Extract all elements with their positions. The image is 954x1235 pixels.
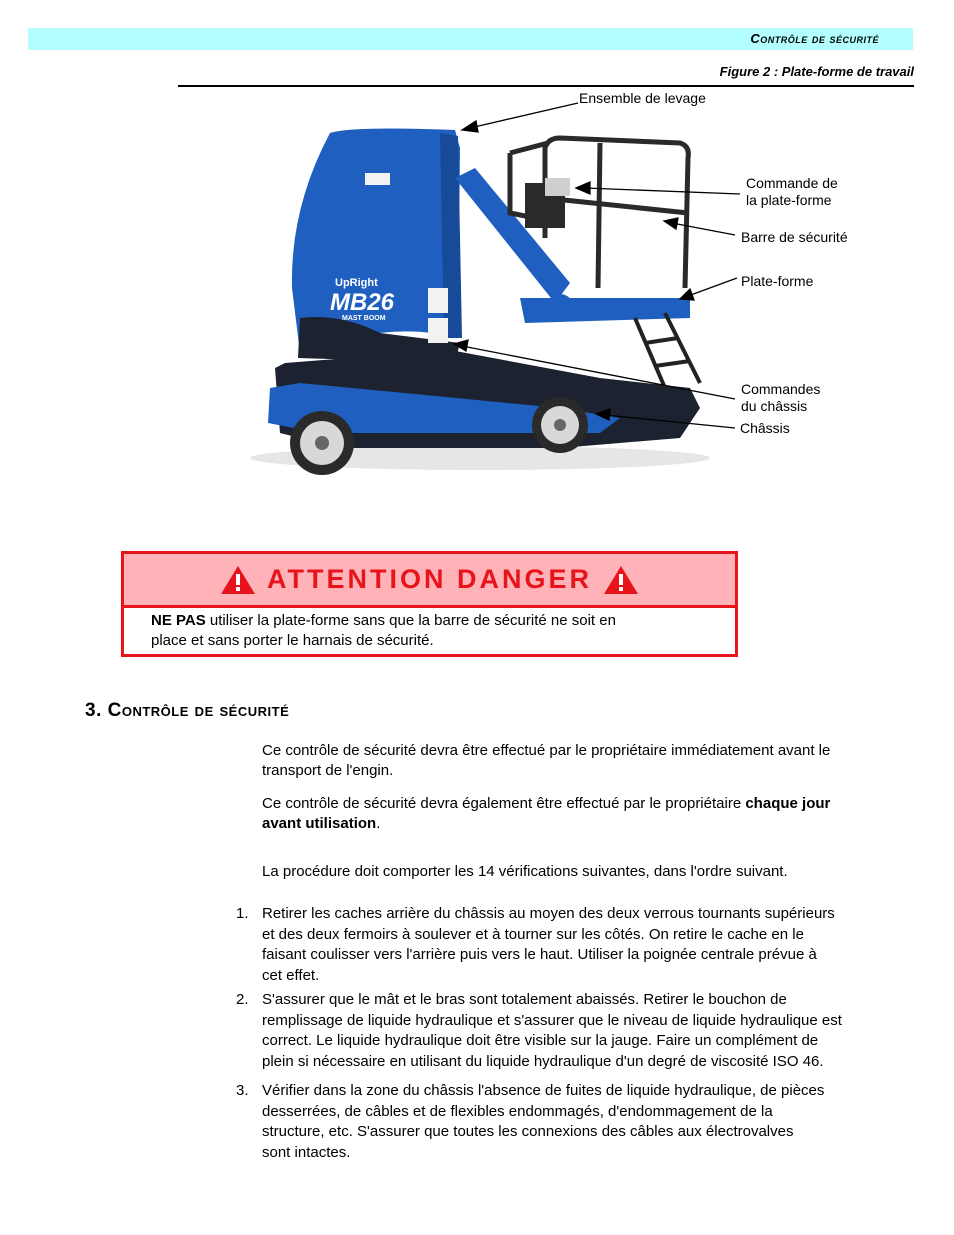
callout-chassis: Châssis <box>740 420 790 436</box>
paragraph-2-line2-bold: avant utilisation <box>262 815 377 832</box>
paragraph-2-line1-text: Ce contrôle de sécurité devra également être effectué par le propriétaire <box>262 795 746 812</box>
machine-model-label: MB26 <box>330 289 395 316</box>
figure-caption: Figure 2 : Plate-forme de travail <box>719 64 914 79</box>
list-item-text <box>262 904 912 986</box>
danger-body <box>124 608 735 651</box>
list-item-line: structure, etc. S'assurer que toutes les connexions des câbles aux électrovalves <box>262 1123 794 1140</box>
figure-rule <box>178 85 914 87</box>
rear-wheel <box>290 411 354 475</box>
danger-notice <box>121 551 738 657</box>
paragraph-1-line2: transport de l'engin. <box>262 762 394 779</box>
front-wheel <box>532 397 588 453</box>
list-item-line: Vérifier dans la zone du châssis l'absence de fuites de liquide hydraulique, de pièces <box>262 1082 825 1099</box>
warning-triangle-icon <box>219 564 257 596</box>
figure-work-platform <box>0 88 954 508</box>
section-title: 3. Contrôle de sécurité <box>85 700 290 721</box>
danger-body-line1: utiliser la plate-forme sans que la barre de sécurité ne soit en <box>205 612 616 629</box>
paragraph-2-line2-text: . <box>376 815 381 832</box>
danger-header <box>124 554 735 608</box>
list-item-number: 2. <box>236 991 249 1008</box>
callout-commande-plateforme-line1: Commande de <box>746 175 838 191</box>
list-item-number: 1. <box>236 905 249 922</box>
list-item-line: plein si nécessaire en utilisant du liquide hydraulique d'un degré de viscosité ISO 46. <box>262 1052 824 1070</box>
list-item-line: faisant coulisser vers l'arrière puis vers le haut. Utiliser la poignée centrale prévue à <box>262 946 817 963</box>
running-header-title: Contrôle de sécurité <box>750 31 879 46</box>
danger-title: ATTENTION DANGER <box>267 564 592 594</box>
callout-commande-plateforme-line2: la plate-forme <box>746 192 832 208</box>
danger-body-bold: NE PAS <box>151 612 206 629</box>
machine-brand-label: UpRight <box>335 277 378 289</box>
list-item-line: correct. Le liquide hydraulique doit être visible sur la jauge. Faire un complément de <box>262 1032 819 1049</box>
list-item-number: 3. <box>236 1082 249 1099</box>
running-header-bar <box>28 28 913 50</box>
callout-commandes-chassis-line2: du châssis <box>741 398 808 414</box>
list-item-text <box>262 1081 912 1163</box>
machine-subtitle-label: MAST BOOM <box>342 315 386 322</box>
paragraph-1-line1: Ce contrôle de sécurité devra être effectué par le propriétaire immédiatement avant le <box>262 742 831 759</box>
list-item-line: remplissage de liquide hydraulique et s'assurer que le niveau de liquide hydraulique est <box>262 1011 842 1029</box>
callout-commandes-chassis-line1: Commandes <box>741 381 821 397</box>
list-item-line: S'assurer que le mât et le bras sont totalement abaissés. Retirer le bouchon de <box>262 991 787 1008</box>
list-item-line: et des deux fermoirs à soulever et à tourner sur les côtés. On retire le cache en le <box>262 925 804 943</box>
machine-illustration <box>0 88 954 508</box>
list-item-line: Retirer les caches arrière du châssis au moyen des deux verrous tournants supérieurs <box>262 905 835 922</box>
paragraph-2-line1-bold: chaque jour <box>745 795 831 812</box>
danger-body-line2: place et sans porter le harnais de sécurité. <box>151 632 434 649</box>
callout-barre-securite: Barre de sécurité <box>741 229 848 245</box>
callout-ensemble-levage: Ensemble de levage <box>579 90 706 106</box>
list-item-line: sont intactes. <box>262 1143 351 1161</box>
list-item-line: cet effet. <box>262 966 320 984</box>
paragraph-2 <box>262 794 912 834</box>
paragraph-1 <box>262 741 912 781</box>
list-item-text <box>262 990 912 1072</box>
list-item-line: desserrées, de câbles et de flexibles endommagés, d'endommagement de la <box>262 1102 773 1120</box>
paragraph-3: La procédure doit comporter les 14 vérifications suivantes, dans l'ordre suivant. <box>262 863 788 880</box>
callout-plateforme: Plate-forme <box>741 273 814 289</box>
warning-triangle-icon <box>602 564 640 596</box>
